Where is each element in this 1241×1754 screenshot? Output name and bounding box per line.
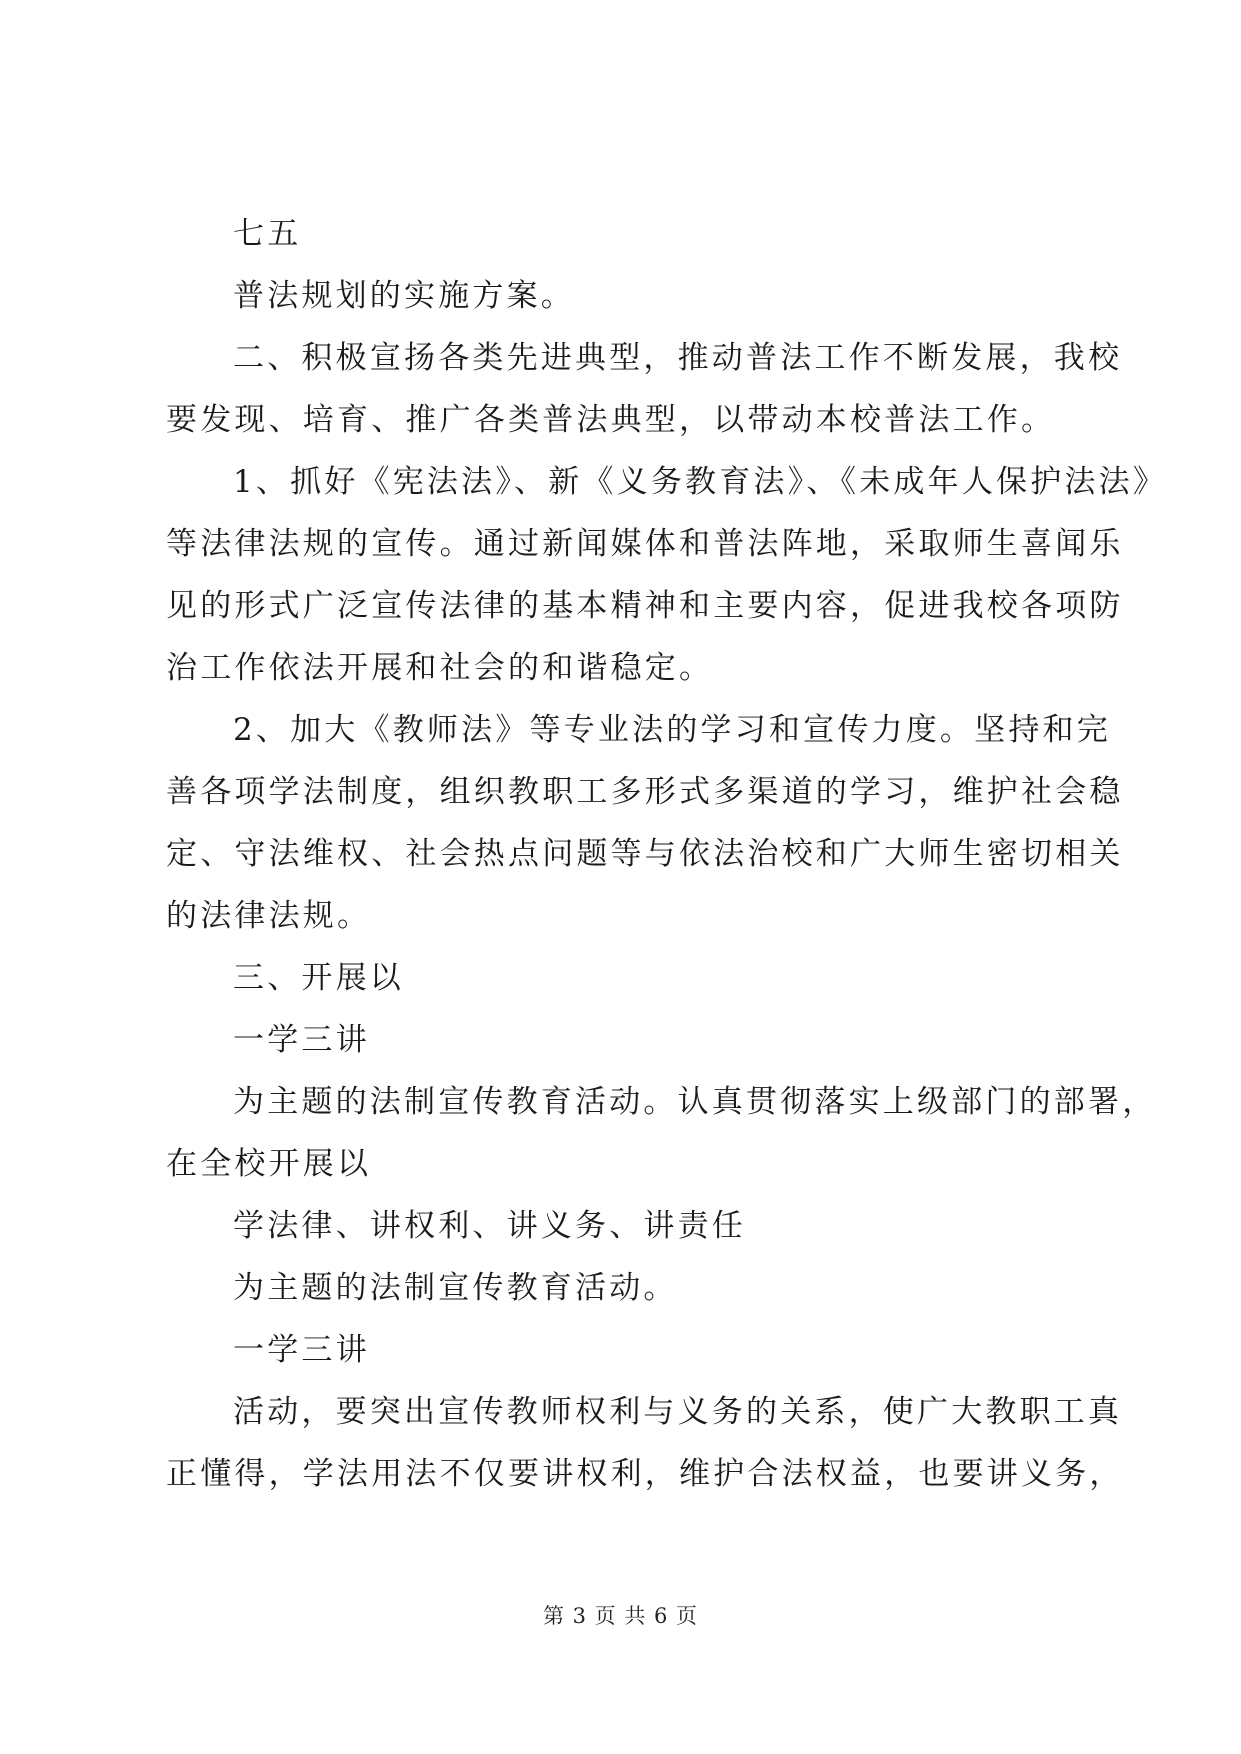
text-line: 见的形式广泛宣传法律的基本精神和主要内容，促进我校各项防 [166,588,1124,624]
text-line: 七五 [233,216,302,252]
text-line: 1、抓好《宪法法》、新《义务教育法》、《未成年人保护法法》 [233,464,1168,500]
text-line: 学法律、讲权利、讲义务、讲责任 [233,1208,746,1244]
text-line: 治工作依法开展和社会的和谐稳定。 [166,650,714,686]
text-line: 普法规划的实施方案。 [233,278,575,314]
text-line: 要发现、培育、推广各类普法典型，以带动本校普法工作。 [166,402,1056,438]
text-line: 为主题的法制宣传教育活动。 [233,1270,678,1306]
text-line: 等法律法规的宣传。通过新闻媒体和普法阵地，采取师生喜闻乐 [166,526,1124,562]
text-line: 为主题的法制宣传教育活动。认真贯彻落实上级部门的部署， [233,1084,1157,1120]
text-line: 的法律法规。 [166,898,372,934]
text-line: 活动，要突出宣传教师权利与义务的关系，使广大教职工真 [233,1394,1123,1430]
text-line: 二、积极宣扬各类先进典型，推动普法工作不断发展，我校 [233,340,1123,376]
text-line: 在全校开展以 [166,1146,372,1182]
text-line: 三、开展以 [233,960,404,996]
text-line: 一学三讲 [233,1022,370,1058]
text-line: 正懂得，学法用法不仅要讲权利，维护合法权益，也要讲义务， [166,1456,1124,1492]
page-number-footer: 第 3 页 共 6 页 [542,1604,699,1628]
text-line: 善各项学法制度，组织教职工多形式多渠道的学习，维护社会稳 [166,774,1124,810]
text-line: 定、守法维权、社会热点问题等与依法治校和广大师生密切相关 [166,836,1124,872]
text-line: 2、加大《教师法》等专业法的学习和宣传力度。坚持和完 [233,712,1111,748]
text-line: 一学三讲 [233,1332,370,1368]
